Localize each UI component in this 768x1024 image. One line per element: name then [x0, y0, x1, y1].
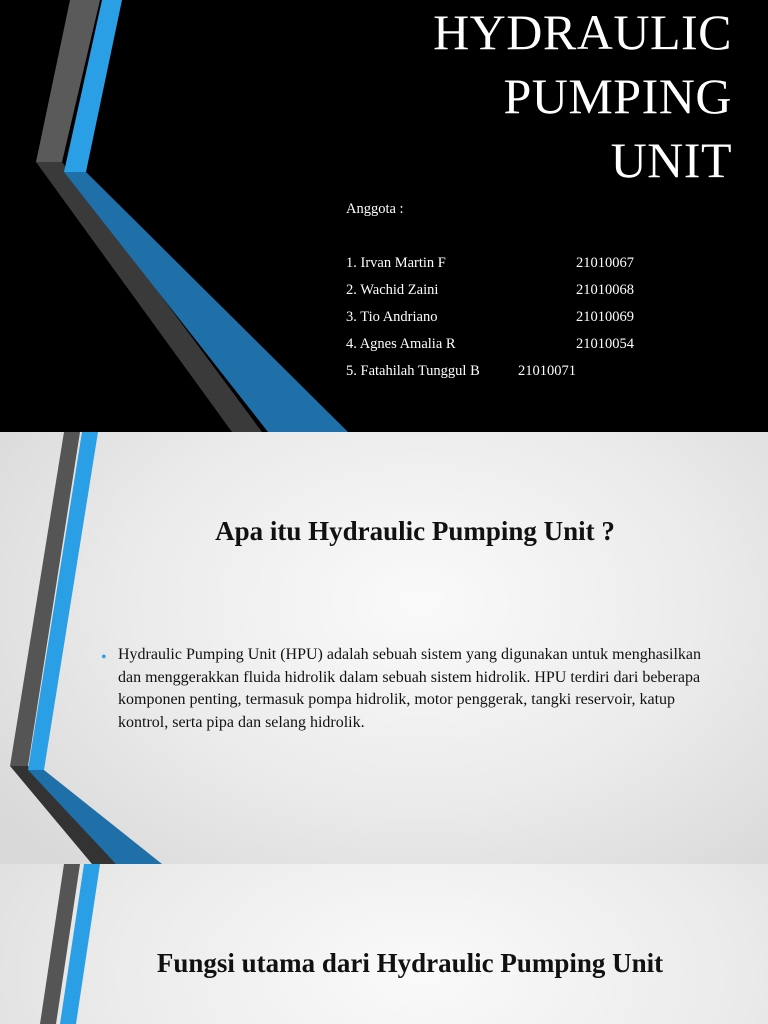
- member-name: 3. Tio Andriano: [346, 309, 438, 325]
- member-name: 1. Irvan Martin F: [346, 255, 446, 271]
- title-line-3: UNIT: [610, 132, 732, 188]
- slide-title-text: [433, 0, 732, 192]
- title-line-1: HYDRAULIC: [433, 4, 732, 60]
- members-heading: Anggota :: [346, 201, 404, 217]
- member-nim: 21010071: [518, 363, 576, 379]
- decorative-stripes: [0, 864, 768, 1024]
- member-nim: 21010068: [576, 282, 634, 298]
- slide-heading: Fungsi utama dari Hydraulic Pumping Unit: [156, 948, 664, 978]
- slide-title: [0, 0, 768, 432]
- member-name: 2. Wachid Zaini: [346, 282, 439, 298]
- member-row: [346, 334, 634, 361]
- member-row: [346, 307, 634, 334]
- member-nim: 21010054: [576, 336, 634, 352]
- members-list: [346, 199, 634, 388]
- bullet-point: •: [101, 649, 107, 666]
- member-row: [346, 361, 576, 388]
- stripe-gray-lower: [36, 162, 262, 432]
- slide-body-text: Hydraulic Pumping Unit (HPU) adalah sebuah sistem yang digunakan untuk menghasilkan dan menggerakkan fluida hidrolik dalam sebuah sistem hidrolik. HPU terdiri dari beberapa komponen penting, termasuk pompa hidrolik, motor penggerak, tangki reservoir, katup kontrol, serta pipa dan selang hidrolik.: [118, 646, 702, 731]
- slide-functions: [0, 864, 768, 1024]
- title-line-2: PUMPING: [503, 68, 732, 124]
- member-name: 4. Agnes Amalia R: [346, 336, 456, 352]
- slide-heading: Apa itu Hydraulic Pumping Unit ?: [215, 516, 615, 546]
- member-row: [346, 253, 634, 280]
- member-nim: 21010067: [576, 255, 634, 271]
- member-row: [346, 280, 634, 307]
- member-nim: 21010069: [576, 309, 634, 325]
- member-name: 5. Fatahilah Tunggul B: [346, 363, 480, 379]
- slide-definition: [0, 432, 768, 864]
